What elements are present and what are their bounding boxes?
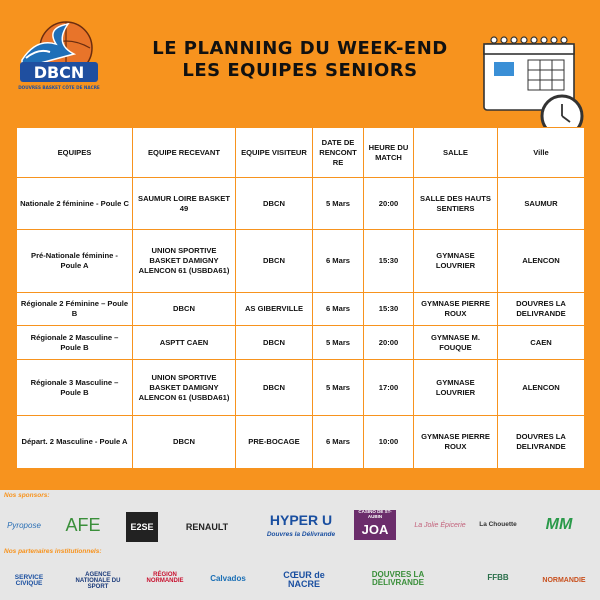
page-title [100,38,500,82]
table-cell: 6 Mars [313,230,364,293]
table-cell: 6 Mars [313,293,364,326]
table-cell: 17:00 [364,360,414,416]
table-cell: SAUMUR [498,178,585,230]
partner-logo-region-normandie: RÉGION NORMANDIE [146,572,184,584]
table-cell: 20:00 [364,178,414,230]
table-cell: GYMNASE LOUVRIER [414,230,498,293]
sponsor-logo-pyropose: Pyropose [7,521,41,530]
sponsor-logo-afe: AFE [65,515,101,535]
table-cell: 20:00 [364,326,414,360]
sponsor-hyper-u-subtitle: Douvres la Délivrande [266,530,336,538]
table-cell: GYMNASE LOUVRIER [414,360,498,416]
calendar-clock-icon [480,30,590,142]
table-cell: SALLE DES HAUTS SENTIERS [414,178,498,230]
table-cell: GYMNASE M. FOUQUE [414,326,498,360]
table-cell: UNION SPORTIVE BASKET DAMIGNY ALENCON 61 (USBDA61) [133,360,236,416]
header-cell: HEURE DU MATCH [364,128,414,178]
sponsor-logo-mm: MM [545,516,573,533]
table-cell: Régionale 2 Féminine – Poule B [17,293,133,326]
table-cell: Régionale 2 Masculine – Poule B [17,326,133,360]
table-cell: GYMNASE PIERRE ROUX [414,416,498,469]
table-cell: 15:30 [364,230,414,293]
table-cell: Départ. 2 Masculine - Poule A [17,416,133,469]
club-logo [16,14,102,94]
header-cell: EQUIPES [17,128,133,178]
table-cell: PRE-BOCAGE [236,416,313,469]
table-header-row [17,128,585,178]
table-cell: ASPTT CAEN [133,326,236,360]
table-cell: AS GIBERVILLE [236,293,313,326]
table-row [17,326,585,360]
table-cell: ALENCON [498,230,585,293]
header-cell: DATE DE RENCONT RE [313,128,364,178]
table-row [17,360,585,416]
partner-logo-service-civique: SERVICE CIVIQUE [14,573,44,587]
table-cell: CAEN [498,326,585,360]
partner-logo-coeur-de-nacre: CŒUR de NACRE [283,570,325,589]
partners-label: Nos partenaires institutionnels: [4,548,102,555]
title-line-2: LES EQUIPES SENIORS [182,60,418,81]
table-cell: 10:00 [364,416,414,469]
partner-logo-douvres: DOUVRES LA DÉLIVRANDE [371,570,425,587]
sponsor-logo-renault: RENAULT [185,521,229,532]
table-cell: 5 Mars [313,326,364,360]
table-cell: DBCN [133,293,236,326]
sponsor-logo-chouette: La Chouette [479,520,517,528]
table-row [17,230,585,293]
partner-logo-ffbb: FFBB [487,573,509,582]
partner-logo-normandie: NORMANDIE [542,576,586,584]
table-cell: DBCN [236,360,313,416]
table-cell: Pré-Nationale féminine - Poule A [17,230,133,293]
table-cell: DBCN [236,178,313,230]
schedule-table [16,127,584,468]
header-cell: EQUIPE RECEVANT [133,128,236,178]
table-cell: DOUVRES LA DELIVRANDE [498,416,585,469]
sponsor-logo-joa: JOA [354,519,396,540]
sponsor-logo-e2se: E2SE [126,512,158,542]
table-row [17,293,585,326]
sponsors-label: Nos sponsors: [4,492,50,499]
table-cell: DBCN [236,326,313,360]
sponsor-logo-jolie-epicerie: La Jolie Épicerie [414,521,466,529]
club-logo-subtext: DOUVRES BASKET CÔTE DE NACRE [18,85,100,90]
table-cell: 6 Mars [313,416,364,469]
table-cell: Régionale 3 Masculine – Poule B [17,360,133,416]
table-cell: 5 Mars [313,360,364,416]
club-logo-text: DBCN [33,63,85,82]
table-row [17,178,585,230]
header-cell: EQUIPE VISITEUR [236,128,313,178]
table-cell: DBCN [236,230,313,293]
table-cell: 5 Mars [313,178,364,230]
title-line-1: LE PLANNING DU WEEK-END [152,38,448,59]
partner-logo-calvados: Calvados [210,574,246,583]
table-cell: DOUVRES LA DELIVRANDE [498,293,585,326]
sponsors-band [0,490,600,600]
table-cell: UNION SPORTIVE BASKET DAMIGNY ALENCON 61 (USBDA61) [133,230,236,293]
partner-logo-ans: AGENCE NATIONALE DU SPORT [75,572,121,590]
header-cell: Ville [498,128,585,178]
table-cell: ALENCON [498,360,585,416]
sponsor-logo-hyper-u: HYPER U [269,512,333,528]
table-row [17,416,585,469]
header-cell: SALLE [414,128,498,178]
table-cell: Nationale 2 féminine - Poule C [17,178,133,230]
table-cell: DBCN [133,416,236,469]
sponsor-joa-subtitle: CASINO DE ST-AUBIN [354,510,396,519]
table-cell: 15:30 [364,293,414,326]
table-cell: GYMNASE PIERRE ROUX [414,293,498,326]
table-cell: SAUMUR LOIRE BASKET 49 [133,178,236,230]
